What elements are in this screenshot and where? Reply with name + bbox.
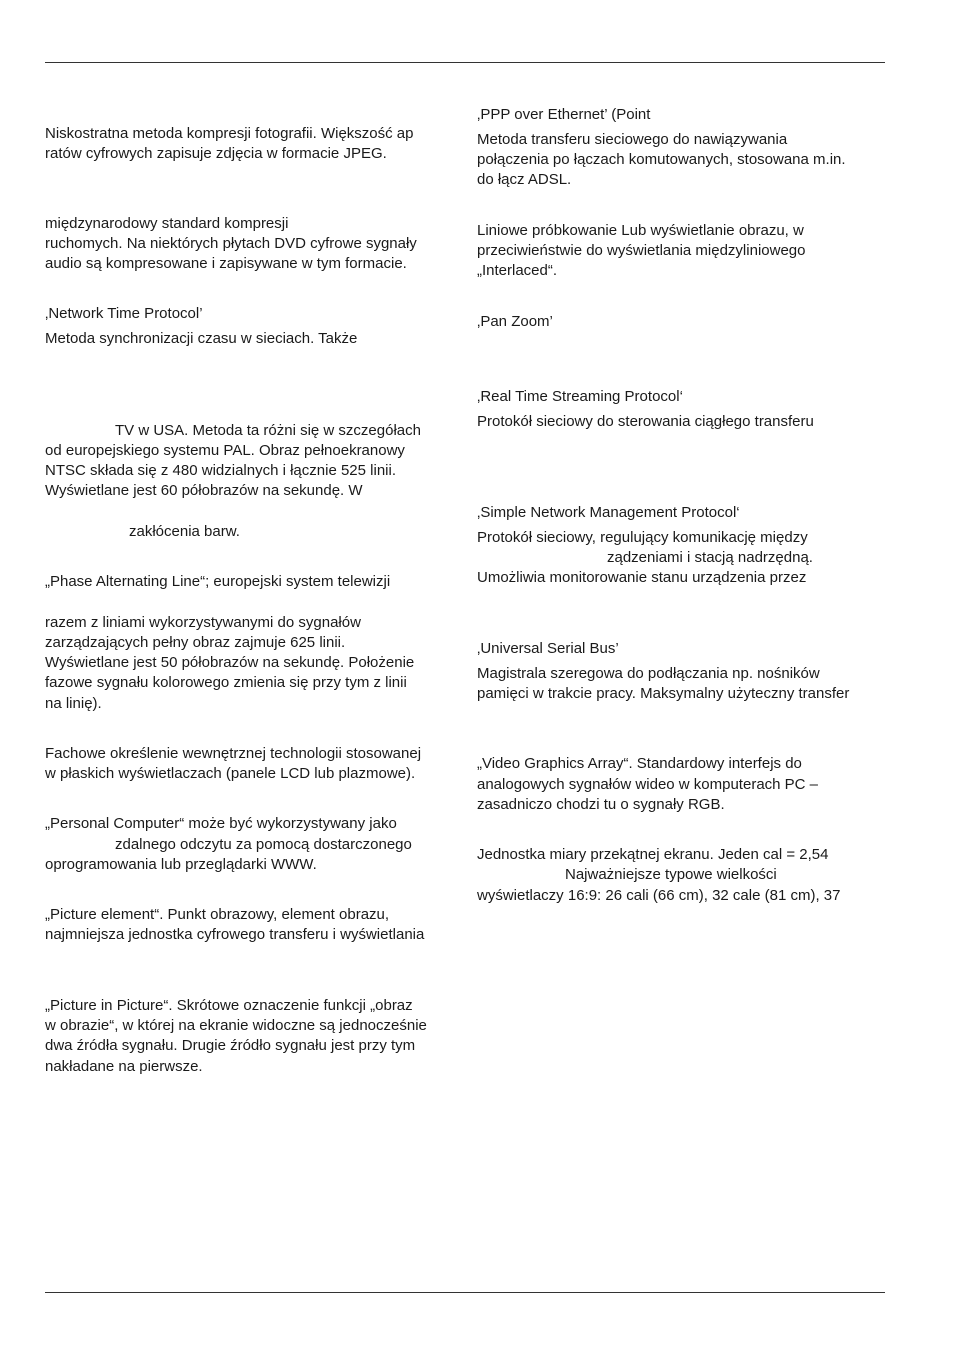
text-line: ratów cyfrowych zapisuje zdjęcia w formacie JPEG. xyxy=(45,145,387,162)
footer-rule xyxy=(45,1292,885,1293)
text-line: Metoda synchronizacji czasu w sieciach. Także xyxy=(45,330,358,347)
text-line: Wyświetlane jest 50 półobrazów na sekundę. Położenie xyxy=(45,654,415,671)
header-rule xyxy=(45,62,885,63)
text-line: razem z liniami wykorzystywanymi do sygnałów xyxy=(45,614,361,631)
text-line: międzynarodowy standard kompresji xyxy=(45,215,289,232)
text-line: audio są kompresowane i zapisywane w tym formacie. xyxy=(45,255,407,272)
text-line: „Picture in Picture“. Skrótowe oznaczenie funkcji „obraz xyxy=(45,997,413,1014)
text-line: Protokół sieciowy, regulujący komunikację między xyxy=(477,529,808,546)
text-line: ‚Universal Serial Bus’ xyxy=(477,640,619,657)
text-line: zakłócenia barw. xyxy=(129,523,240,540)
text-line: do łącz ADSL. xyxy=(477,171,572,188)
text-line: TV w USA. Metoda ta różni się w szczegółach xyxy=(115,422,421,439)
text-line: połączenia po łączach komutowanych, stosowana m.in. xyxy=(477,151,846,168)
text-line: zarządzających pełny obraz zajmuje 625 linii. xyxy=(45,634,346,651)
text-line: „Phase Alternating Line“; europejski system telewizji xyxy=(45,573,391,590)
text-line: Wyświetlane jest 60 półobrazów na sekundę. W xyxy=(45,482,363,499)
text-line: ‚Network Time Protocol’ xyxy=(45,305,203,322)
text-line: NTSC składa się z 480 widzialnych i łącznie 525 linii. xyxy=(45,462,396,479)
text-line: „Video Graphics Array“. Standardowy interfejs do xyxy=(477,755,802,772)
text-line: „Personal Computer“ może być wykorzystywany jako xyxy=(45,815,397,832)
text-line: Niskostratna metoda kompresji fotografii. Większość ap xyxy=(45,125,414,142)
text-line: najmniejsza jednostka cyfrowego transferu i wyświetlania xyxy=(45,926,425,943)
text-line: oprogramowania lub przeglądarki WWW. xyxy=(45,856,317,873)
text-line: ządzeniami i stacją nadrzędną. xyxy=(607,549,813,566)
text-line: Najważniejsze typowe wielkości xyxy=(565,866,777,883)
text-line: zasadniczo chodzi tu o sygnały RGB. xyxy=(477,796,725,813)
text-line: ‚Real Time Streaming Protocol‘ xyxy=(477,388,683,405)
text-line: Jednostka miary przekątnej ekranu. Jeden cal = 2,54 xyxy=(477,846,829,863)
text-line: w płaskich wyświetlaczach (panele LCD lub plazmowe). xyxy=(45,765,416,782)
text-line: dwa źródła sygnału. Drugie źródło sygnału jest przy tym xyxy=(45,1037,416,1054)
text-line: „Interlaced“. xyxy=(477,262,558,279)
text-line: przeciwieństwie do wyświetlania międzyliniowego xyxy=(477,242,806,259)
text-line: Umożliwia monitorowanie stanu urządzenia przez xyxy=(477,569,807,586)
text-line: Fachowe określenie wewnętrznej technologii stosowanej xyxy=(45,745,422,762)
text-line: zdalnego odczytu za pomocą dostarczonego xyxy=(115,836,412,853)
text-line: ‚Simple Network Management Protocol‘ xyxy=(477,504,740,521)
text-line: fazowe sygnału kolorowego zmienia się przy tym z linii xyxy=(45,674,407,691)
text-line: Metoda transferu sieciowego do nawiązywania xyxy=(477,131,788,148)
text-line: Magistrala szeregowa do podłączania np. nośników xyxy=(477,665,820,682)
text-line: ‚Pan Zoom’ xyxy=(477,313,553,330)
text-line: pamięci w trakcie pracy. Maksymalny użyteczny transfer xyxy=(477,685,850,702)
text-line: wyświetlaczy 16:9: 26 cali (66 cm), 32 cale (81 cm), 37 xyxy=(477,887,841,904)
text-line: Protokół sieciowy do sterowania ciągłego transferu xyxy=(477,413,814,430)
text-line: od europejskiego systemu PAL. Obraz pełnoekranowy xyxy=(45,442,405,459)
text-line: „Picture element“. Punkt obrazowy, element obrazu, xyxy=(45,906,390,923)
text-line: Liniowe próbkowanie Lub wyświetlanie obrazu, w xyxy=(477,222,804,239)
text-line: nakładane na pierwsze. xyxy=(45,1058,203,1075)
text-line: analogowych sygnałów wideo w komputerach PC – xyxy=(477,776,819,793)
text-line: w obrazie“, w której na ekranie widoczne są jednocześnie xyxy=(45,1017,427,1034)
text-line: ‚PPP over Ethernet’ (Point xyxy=(477,106,651,123)
text-line: ruchomych. Na niektórych płytach DVD cyfrowe sygnały xyxy=(45,235,417,252)
text-line: na linię). xyxy=(45,695,102,712)
